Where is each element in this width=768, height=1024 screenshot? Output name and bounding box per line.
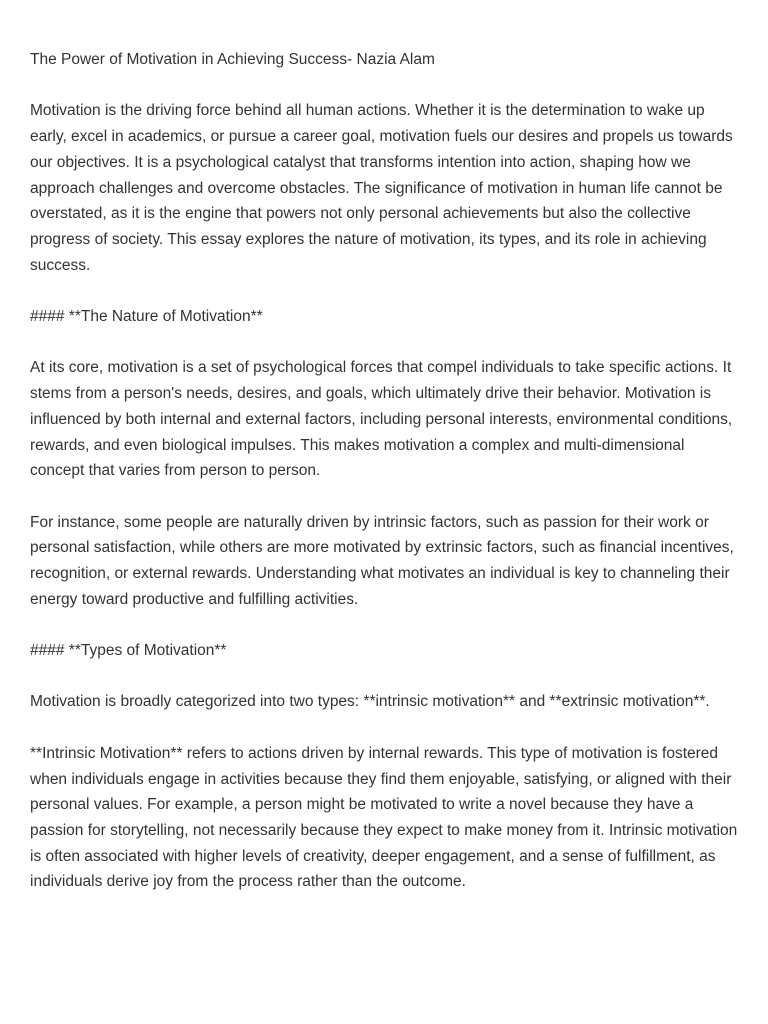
section-heading-nature: #### **The Nature of Motivation** — [30, 308, 263, 325]
paragraph-intrinsic: **Intrinsic Motivation** refers to actions driven by internal rewards. This type of motivation is fostered when individuals engage in activities because they find them enjoyable, satisfying, or aligned with their personal values. For example, a person might be motivated to write a novel because they have a passion for storytelling, not necessarily because they expect to make money from it. Intrinsic motivation is often associated with higher levels of creativity, deeper engagement, and a sense of fulfillment, as individuals derive joy from the process rather than the outcome. — [30, 744, 738, 891]
paragraph-intro: Motivation is the driving force behind all human actions. Whether it is the determination to wake up early, excel in academics, or pursue a career goal, motivation fuels our desires and propels us towards our objectives. It is a psychological catalyst that transforms intention into action, shaping how we approach challenges and overcome obstacles. The significance of motivation in human life cannot be overstated, as it is the engine that powers not only personal achievements but also the collective progress of society. This essay explores the nature of motivation, its types, and its role in achieving success. — [30, 102, 733, 274]
section-heading-types: #### **Types of Motivation** — [30, 642, 227, 660]
paragraph-types-overview: Motivation is broadly categorized into two types: **intrinsic motivation** and **extrinsic motivation**. — [30, 693, 710, 711]
paragraph-nature-core: At its core, motivation is a set of psychological forces that compel individuals to take specific actions. It stems from a person's needs, desires, and goals, which ultimately drive their behavior. Motivation is influenced by both internal and external factors, including personal interests, environmental conditions, rewards, and even biological impulses. This makes motivation a complex and multi-dimensional concept that varies from person to person. — [30, 359, 733, 480]
document-title: The Power of Motivation in Achieving Success- Nazia Alam — [30, 51, 435, 68]
paragraph-nature-instance: For instance, some people are naturally driven by intrinsic factors, such as passion for their work or personal satisfaction, while others are more motivated by extrinsic factors, such as financial incentives, recognition, or external rewards. Understanding what motivates an individual is key to channeling their energy toward productive and fulfilling activities. — [30, 513, 734, 608]
